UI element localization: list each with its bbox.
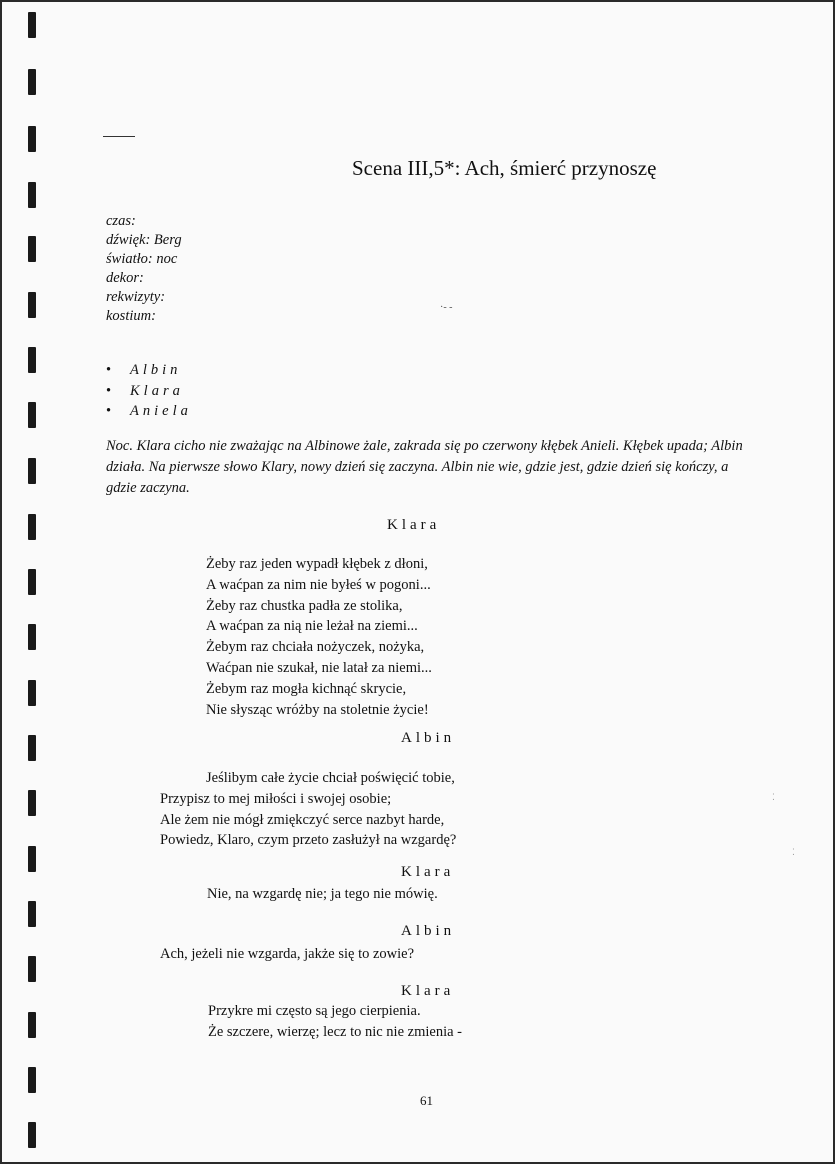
character-name: Albin <box>130 362 182 378</box>
verse-block <box>160 944 414 965</box>
binding-hole <box>28 956 36 982</box>
binding-hole <box>28 514 36 540</box>
scan-speck: ⁚ <box>792 847 795 857</box>
binding-hole <box>28 846 36 872</box>
stage-direction: Noc. Klara cicho nie zważając na Albinowe żale, zakrada się po czerwony kłębek Anieli. Kłębek upada; Albin działa. Na pierwsze słowo Klary, nowy dzień się zaczyna. Albin nie wie, gdzie jest, gdzie dzień się kończy, a gdzie zaczyna. <box>106 438 743 496</box>
binding-hole <box>28 458 36 484</box>
header-rule <box>103 136 135 137</box>
binding-hole <box>28 569 36 595</box>
note-dekor: dekor: <box>106 270 144 286</box>
verse-line: Przykre mi często są jego cierpienia. <box>208 1003 421 1019</box>
verse-block <box>207 884 438 905</box>
bullet-icon: • <box>106 382 112 399</box>
character-name: Klara <box>130 382 184 399</box>
verse-line: Powiedz, Klaro, czym przeto zasłużył na wzgardę? <box>160 832 457 849</box>
page-number: 61 <box>420 1093 433 1108</box>
verse-line: A waćpan za nią nie leżał na ziemi... <box>206 618 418 635</box>
verse-line: Jeślibym całe życie chciał poświęcić tobie, <box>206 770 455 786</box>
binding-hole <box>28 624 36 650</box>
binding-hole <box>28 236 36 262</box>
binding-hole <box>28 347 36 373</box>
binding-hole <box>28 402 36 428</box>
verse-line: Przypisz to mej miłości i swojej osobie; <box>160 790 392 807</box>
verse-line: Ale żem nie mógł zmiękczyć serce nazbyt harde, <box>160 811 445 828</box>
scene-title: Scena III,5*: Ach, śmierć przynoszę <box>352 156 657 180</box>
verse-block <box>160 768 456 851</box>
binding-hole <box>28 680 36 706</box>
verse-block <box>206 554 432 720</box>
verse-line: Nie, na wzgardę nie; ja tego nie mówię. <box>207 886 438 902</box>
verse-line: Ach, jeżeli nie wzgarda, jakże się to zowie? <box>160 946 415 962</box>
binding-hole <box>28 1067 36 1093</box>
list-item <box>106 360 192 381</box>
binding-hole <box>28 1012 36 1038</box>
binding-hole <box>28 12 36 38</box>
note-kostium: kostium: <box>106 308 156 324</box>
bullet-icon: • <box>106 403 112 419</box>
production-notes <box>106 212 182 326</box>
speaker-label: Klara <box>401 983 455 999</box>
speaker-label: Albin <box>401 730 456 746</box>
scan-speck: ⁚ <box>772 792 775 802</box>
speaker-label: Klara <box>401 864 455 880</box>
speaker-label: Klara <box>387 517 441 533</box>
verse-block <box>208 1001 462 1043</box>
character-list <box>106 360 192 422</box>
list-item <box>106 381 192 402</box>
binding-hole <box>28 69 36 95</box>
note-dzwiek: dźwięk: Berg <box>106 232 182 248</box>
binding-hole <box>28 292 36 318</box>
verse-line: Żebym raz mogła kichnąć skrycie, <box>206 680 407 697</box>
verse-line: Żeby raz jeden wypadł kłębek z dłoni, <box>206 556 428 572</box>
binding-hole <box>28 901 36 927</box>
binding-hole <box>28 1122 36 1148</box>
bullet-icon: • <box>106 362 112 378</box>
speaker-label: Albin <box>401 923 456 939</box>
character-name: Aniela <box>130 403 192 419</box>
verse-line: Waćpan nie szukał, nie latał za niemi... <box>206 659 432 676</box>
verse-line: Nie słysząc wróżby na stoletnie życie! <box>206 701 429 718</box>
verse-line: Żeby raz chustka padła ze stolika, <box>206 597 403 614</box>
scan-speck: ·- - <box>440 302 453 313</box>
note-czas: czas: <box>106 213 136 229</box>
verse-line: Żebym raz chciała nożyczek, nożyka, <box>206 639 425 656</box>
note-swiatlo: światło: noc <box>106 251 178 267</box>
verse-line: Że szczere, wierzę; lecz to nic nie zmienia - <box>208 1023 462 1040</box>
binding-hole <box>28 735 36 761</box>
note-rekwizyty: rekwizyty: <box>106 289 166 305</box>
binding-hole <box>28 182 36 208</box>
binding-hole <box>28 126 36 152</box>
verse-line: A waćpan za nim nie byłeś w pogoni... <box>206 576 431 593</box>
list-item <box>106 401 192 422</box>
binding-hole <box>28 790 36 816</box>
